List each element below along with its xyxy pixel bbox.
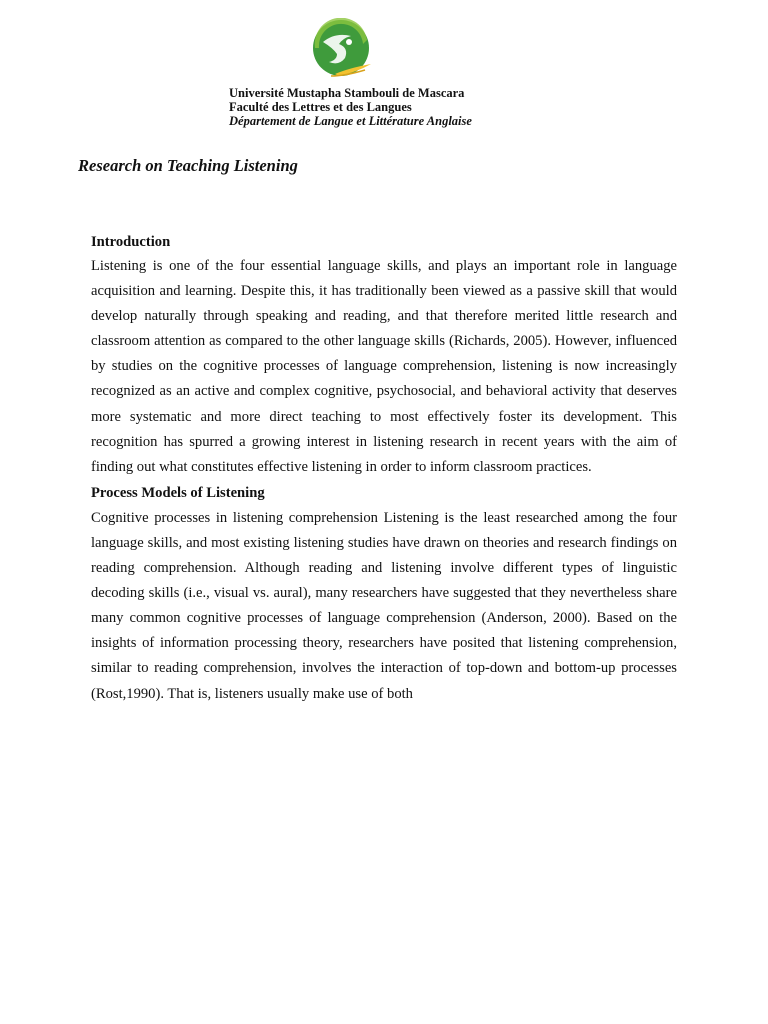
institution-header	[229, 86, 472, 128]
university-logo-icon	[305, 18, 377, 82]
document-body	[91, 232, 677, 707]
document-title: Research on Teaching Listening	[78, 156, 298, 175]
section-heading: Introduction	[91, 234, 171, 250]
university-name: Université Mustapha Stambouli de Mascara	[229, 86, 465, 100]
section-introduction	[91, 232, 677, 480]
section-process-models	[91, 483, 677, 707]
faculty-name: Faculté des Lettres et des Langues	[229, 100, 412, 114]
section-heading: Process Models of Listening	[91, 484, 265, 501]
section-paragraph: Cognitive processes in listening comprehension Listening is the least researched among the four language skills, and most existing listening studies have drawn on theories and research findings on reading comprehension. Although reading and listening involve different types of linguistic decoding skills (i.e., visual vs. aural), many researchers have suggested that they nevertheless share many common cognitive processes of language comprehension (Anderson, 2000). Based on the insights of information processing theory, researchers have posited that listening comprehension, similar to reading comprehension, involves the interaction of top-down and bottom-up processes (Rost,1990). That is, listeners usually make use of both	[91, 509, 677, 702]
department-name: Département de Langue et Littérature Anglaise	[229, 114, 472, 128]
section-paragraph: Listening is one of the four essential language skills, and plays an important role in language acquisition and learning. Despite this, it has traditionally been viewed as a passive skill that would develop naturally through speaking and reading, and that therefore merited little research and classroom attention as compared to the other language skills (Richards, 2005). However, influenced by studies on the cognitive processes of language comprehension, listening is now increasingly recognized as an active and complex cognitive, psychosocial, and behavioral activity that deserves more systematic and more direct teaching to most effectively foster its development. This recognition has spurred a growing interest in listening research in recent years with the aim of finding out what constitutes effective listening in order to inform classroom practices.	[91, 258, 677, 475]
